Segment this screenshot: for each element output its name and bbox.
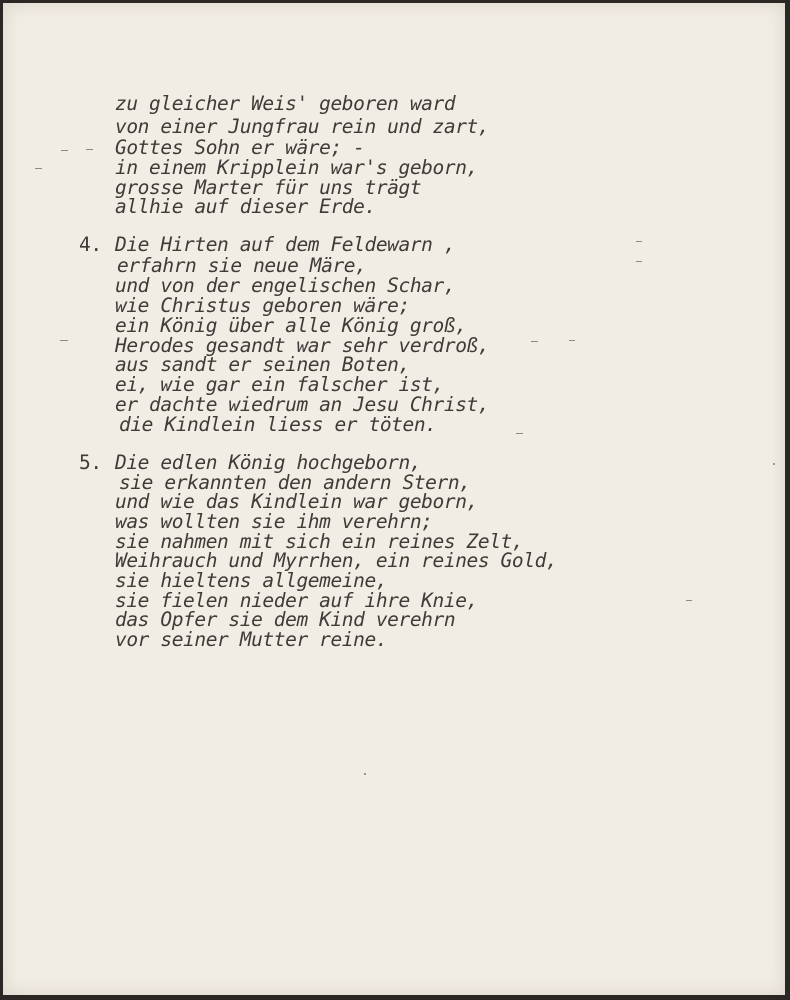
verse-line: Weihrauch und Myrrhen, ein reines Gold, [115,549,558,572]
verse-line: ein König über alle König groß, [115,314,467,337]
verse-line: sie nahmen mit sich ein reines Zelt, [115,530,524,553]
margin-dash [516,433,523,434]
verse-line: erfahrn sie neue Märe, [117,254,367,277]
stanza-continued [3,3,785,218]
verse-line: sie erkannten den andern Stern, [119,471,471,494]
verse-line: das Opfer sie dem Kind verehrn [115,608,456,631]
verse-line: Gottes Sohn er wäre; - [115,136,365,159]
verse-line: was wollten sie ihm verehrn; [115,510,433,533]
margin-dash [86,149,93,150]
verse-line: ei, wie gar ein falscher ist, [115,373,444,396]
stanza-number: 5. [79,451,102,474]
verse-line: Herodes gesandt war sehr verdroß, [115,334,490,357]
verse-line: allhie auf dieser Erde. [115,195,376,218]
stanza-4 [3,187,785,486]
stanza-number: 4. [79,233,102,256]
verse-line: grosse Marter für uns trägt [115,176,422,199]
verse-line: und wie das Kindlein war geborn, [115,490,478,513]
verse-line: von einer Jungfrau rein und zart, [115,115,490,138]
margin-dash [35,168,42,169]
verse-line: sie hieltens allgemeine, [115,569,388,592]
verse-line: die Kindlein liess er töten. [119,413,437,436]
verse-line: sie fielen nieder auf ihre Knie, [115,589,478,612]
margin-dash [569,340,575,341]
verse-line: er dachte wiedrum an Jesu Christ, [115,393,490,416]
paper-speck [773,463,775,465]
margin-dash [531,341,538,342]
verse-line: zu gleicher Weis' geboren ward [115,92,456,115]
margin-dash [636,241,642,242]
margin-dash [61,150,68,151]
verse-line: wie Christus geboren wäre; [115,294,410,317]
verse-line: Die edlen König hochgeborn, [115,451,422,474]
margin-dash [636,261,642,262]
typewritten-page [3,3,785,995]
margin-dash [60,340,68,341]
verse-line: und von der engelischen Schar, [115,274,456,297]
stanza-5 [3,451,785,785]
verse-line: Die Hirten auf dem Feldewarn , [115,233,456,256]
margin-dash [686,600,692,601]
verse-line: in einem Kripplein war's geborn, [115,156,478,179]
paper-speck [364,773,366,775]
verse-line: aus sandt er seinen Boten, [115,353,410,376]
verse-line: vor seiner Mutter reine. [115,628,388,651]
